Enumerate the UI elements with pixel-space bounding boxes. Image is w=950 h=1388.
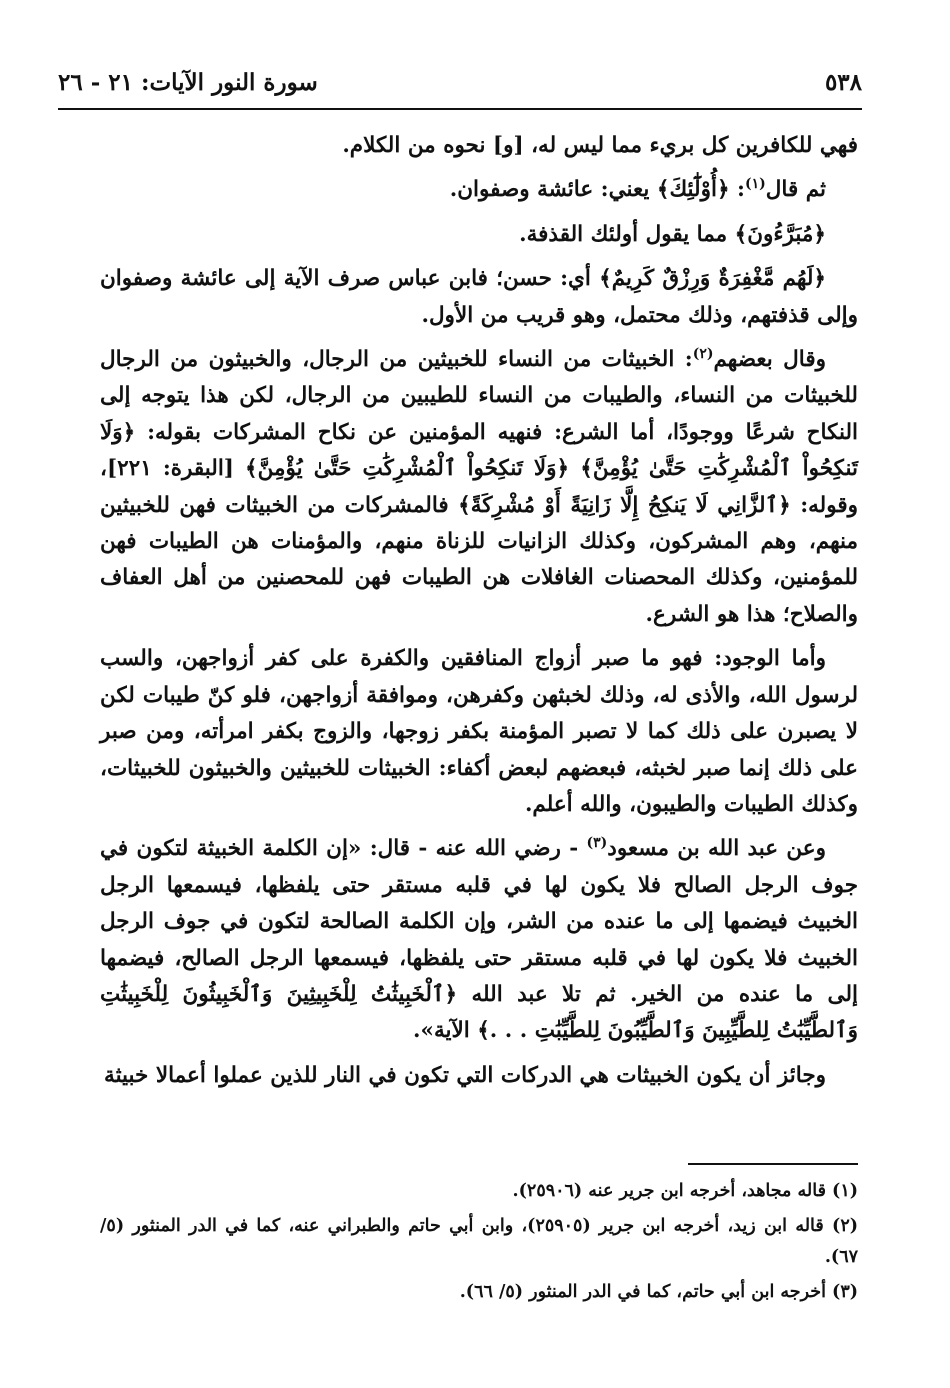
paragraph-7-lead: وعن عبد الله بن مسعود bbox=[607, 836, 827, 862]
footnote-3: (٣) أخرجه ابن أبي حاتم، كما في الدر المنثور (٥/ ٦٦). bbox=[459, 1282, 858, 1302]
paragraph-3: ﴿مُبَرَّءُونَ﴾ مما يقول أولئك القذفة. bbox=[519, 221, 826, 247]
header-rule bbox=[58, 108, 862, 110]
paragraph-5 bbox=[100, 342, 858, 633]
footnote-2: (٢) قاله ابن زيد، أخرجه ابن جرير (٢٥٩٠٥)، وابن أبي حاتم والطبراني عنه، كما في الدر المنثور (٥/ ٦٧). bbox=[100, 1216, 859, 1267]
paragraph-8: وجائز أن يكون الخبيثات هي الدركات التي تكون في النار للذين عملوا أعمالا خبيثة bbox=[104, 1062, 826, 1088]
main-text bbox=[100, 128, 858, 1102]
paragraph-2 bbox=[100, 172, 858, 208]
paragraph-2-rest: : ﴿أُوْلَٰٓئِكَ﴾ يعني: عائشة وصفوان. bbox=[449, 177, 745, 203]
paragraph-5-rest: : الخبيثات من النساء للخبيثين من الرجال، والخبيثون من الرجال للخبيثات من النساء، والطيبات من النساء للطيبين من الرجال، لكن هذا يتوجه إلى النكاح شرعًا ووجودًا، أما الشرع: فنهيه المؤمنين عن نكاح المشركات بقوله: ﴿وَلَا تَنكِحُواْ ٱلْمُشْرِكَٰتِ حَتَّىٰ يُؤْمِنَّ﴾ ﴿وَلَا تَنكِحُواْ ٱلْمُشْرِكَٰتِ حَتَّىٰ يُؤْمِنَّ﴾ [البقرة: ٢٢١]، وقوله: ﴿ٱلزَّانِي لَا يَنكِحُ إِلَّا زَانِيَةً أَوْ مُشْرِكَةً﴾ فالمشركات من الخبيثات فهن للخبيثين منهم، وهم المشركون، وكذلك الزانيات للزناة منهم، والمؤمنات هن الطيبات فهن للمؤمنين، وكذلك المحصنات الغافلات هن الطيبات فهن للمحصنين من أهل العفاف والصلاح؛ هذا هو الشرع. bbox=[100, 347, 858, 627]
footnote-separator bbox=[688, 1163, 858, 1165]
page-number: ٥٣٨ bbox=[824, 68, 862, 96]
paragraph-5-lead: وقال بعضهم bbox=[713, 347, 826, 373]
paragraph-1: فهي للكافرين كل بريء مما ليس له، [و] نحوه من الكلام. bbox=[342, 133, 858, 158]
paragraph-4: ﴿لَهُم مَّغْفِرَةٌ وَرِزْقٌ كَرِيمٌ﴾ أي: حسن؛ فابن عباس صرف الآية إلى عائشة وصفوان وإلى قذفتهم، وذلك محتمل، وهو قريب من الأول. bbox=[100, 266, 858, 328]
paragraph-6: وأما الوجود: فهو ما صبر أزواج المنافقين والكفرة على كفر أزواجهن، والسب لرسول الله، والأذى له، وذلك لخبثهن وكفرهن، وموافقة أزواجهن، فلو كنّ طيبات لكن لا يصبرن على ذلك كما لا تصبر المؤمنة بكفر زوجها، والزوج بكفر امرأته، ومن صبر على ذلك إنما صبر لخبثه، فبعضهم لبعض أكفاء: الخبيثات للخبيثين والخبيثون للخبيثات، وكذلك الطيبات والطيبون، والله أعلم. bbox=[100, 646, 858, 817]
page-header bbox=[58, 62, 862, 102]
footnote-ref-1[interactable]: (١) bbox=[744, 176, 766, 193]
footnote-ref-3[interactable]: (٣) bbox=[586, 835, 608, 852]
footnote-ref-2[interactable]: (٢) bbox=[692, 345, 714, 362]
footnote-1: (١) قاله مجاهد، أخرجه ابن جرير عنه (٢٥٩٠٦). bbox=[512, 1181, 858, 1201]
paragraph-2-lead: ثم قال bbox=[765, 177, 826, 203]
footnotes bbox=[100, 1176, 858, 1312]
paragraph-7 bbox=[100, 831, 858, 1049]
running-title: سورة النور الآيات: ٢١ - ٢٦ bbox=[58, 68, 318, 96]
paragraph-7-rest: - رضي الله عنه - قال: «إن الكلمة الخبيثة لتكون في جوف الرجل الصالح فلا يكون لها في قلبه مستقر حتى يلفظها، فيسمعها الرجل الخبيث فيضمها إلى ما عنده من الشر، وإن الكلمة الصالحة لتكون في جوف الرجل الخبيث فلا يكون لها في قلبه مستقر حتى يلفظها، فيسمعها الرجل الصالح، فيضمها إلى ما عنده من الخير. ثم تلا عبد الله ﴿ٱلْخَبِيثَٰتُ لِلْخَبِيثِينَ وَٱلْخَبِيثُونَ لِلْخَبِيثَٰتِ وَٱلطَّيِّبَٰتُ لِلطَّيِّبِينَ وَٱلطَّيِّبُونَ لِلطَّيِّبَٰتِ . . .﴾ الآية». bbox=[100, 836, 858, 1044]
